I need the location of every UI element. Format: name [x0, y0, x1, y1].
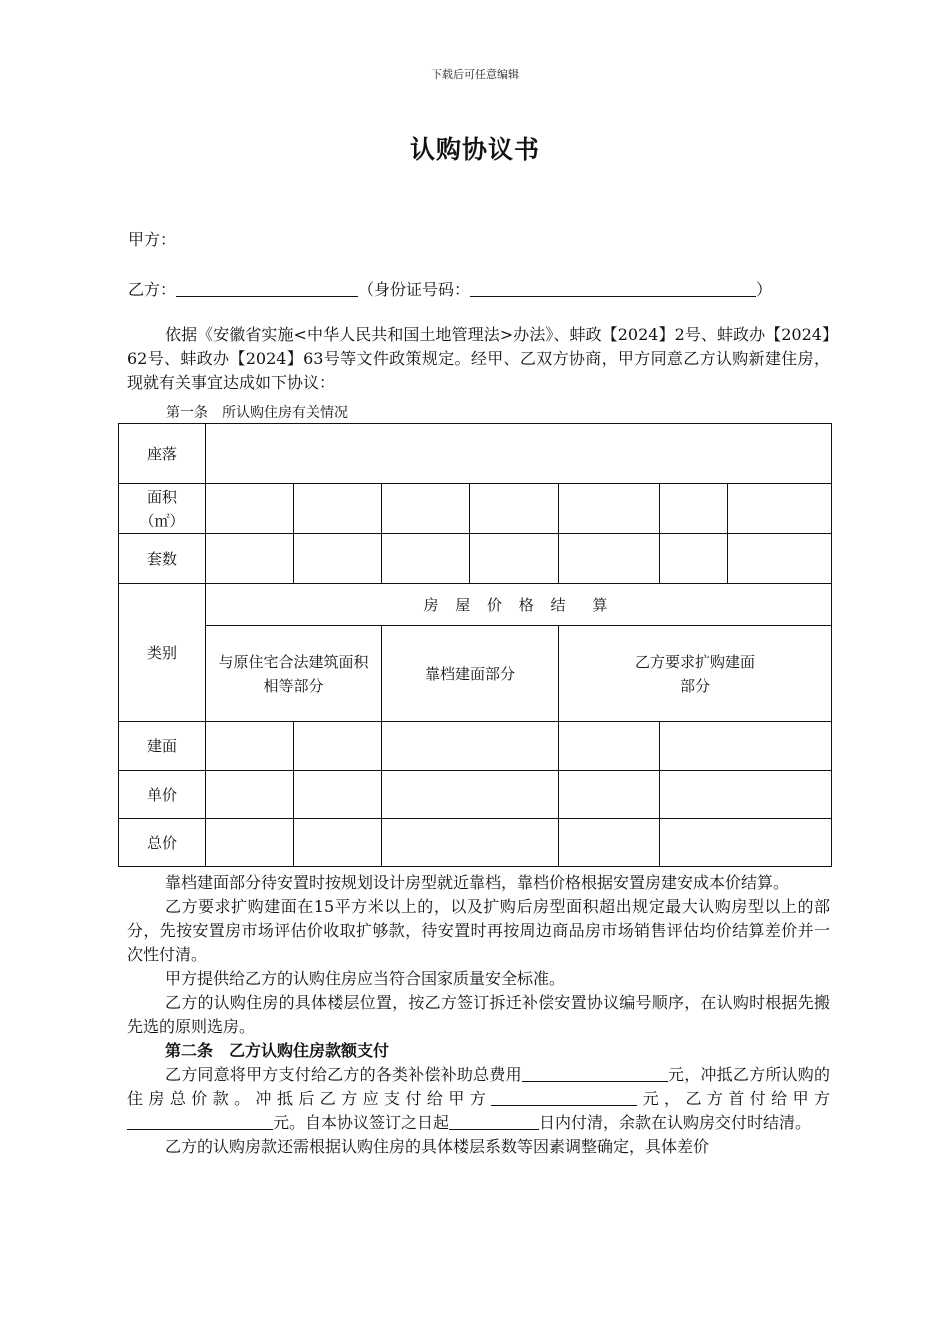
label-unit-price: 单价 [119, 771, 206, 819]
cell-units-4[interactable] [470, 534, 559, 584]
cell-tprice-2[interactable] [294, 819, 382, 867]
cell-uprice-4[interactable] [559, 771, 660, 819]
note-expanded-area: 乙方要求扩购建面在15平方米以上的，以及扩购后房型面积超出规定最大认购房型以上的部分，先按安置房市场评估价收取扩够款，待安置时再按周边商品房市场销售评估均价结算差价并一次性付清。 [127, 897, 830, 964]
cell-area-1[interactable] [206, 484, 294, 534]
label-category: 类别 [119, 584, 206, 722]
cell-area-3[interactable] [382, 484, 470, 534]
price-settlement-header: 房 屋 价 格 结 算 [206, 584, 832, 626]
cell-area-6[interactable] [660, 484, 728, 534]
col-equal-area [206, 626, 382, 722]
cell-uprice-3[interactable] [382, 771, 559, 819]
note-adjacent-area: 靠档建面部分待安置时按规划设计房型就近靠档，靠档价格根据安置房建安成本价结算。 [165, 873, 790, 892]
cell-tprice-3[interactable] [382, 819, 559, 867]
cell-barea-1[interactable] [206, 722, 294, 771]
down-payment-blank[interactable] [127, 1113, 273, 1130]
id-number-blank[interactable] [470, 280, 756, 297]
balance-due-blank[interactable] [491, 1089, 637, 1106]
label-area-line2: （㎡） [139, 511, 185, 530]
col-equal-area-line1: 与原住宅合法建筑面积 [218, 652, 369, 671]
col-expand-area-line1: 乙方要求扩购建面 [635, 652, 756, 671]
table-row-area [119, 484, 832, 534]
col-equal-area-line2: 相等部分 [263, 676, 324, 695]
cell-units-1[interactable] [206, 534, 294, 584]
cell-area-7[interactable] [728, 484, 832, 534]
intro-paragraph: 依据《安徽省实施<中华人民共和国土地管理法>办法》、蚌政【2024】2号、蚌政办【2024】62号、蚌政办【2024】63号等文件政策规定。经甲、乙双方协商，甲方同意乙方认购新建住房，现就有关事宜达成如下协议： [127, 325, 830, 392]
party-b-name-blank[interactable] [176, 280, 358, 297]
cell-location-value[interactable] [206, 424, 832, 484]
payment-days-blank[interactable] [449, 1113, 539, 1130]
col-adjacent-area: 靠档建面部分 [382, 626, 559, 722]
notes-section [127, 871, 830, 1159]
cell-barea-3[interactable] [382, 722, 559, 771]
table-row-price-header [119, 584, 832, 626]
col-expand-area-line2: 部分 [680, 676, 711, 695]
cell-units-2[interactable] [294, 534, 382, 584]
cell-area-2[interactable] [294, 484, 382, 534]
label-area-line1: 面积 [146, 487, 177, 506]
cell-units-7[interactable] [728, 534, 832, 584]
label-location: 座落 [119, 424, 206, 484]
article-2-payment-paragraph [127, 1063, 830, 1135]
cell-uprice-2[interactable] [294, 771, 382, 819]
table-row-unit-price [119, 771, 832, 819]
document-title: 认购协议书 [409, 135, 540, 164]
cell-barea-4[interactable] [559, 722, 660, 771]
cell-barea-5[interactable] [660, 722, 832, 771]
article-1-label: 第一条 所认购住房有关情况 [166, 405, 348, 421]
payment-text-3: 元，乙方首付给甲方 [637, 1089, 830, 1108]
cell-tprice-1[interactable] [206, 819, 294, 867]
cell-uprice-5[interactable] [660, 771, 832, 819]
cell-units-3[interactable] [382, 534, 470, 584]
article-2-title: 第二条 乙方认购住房款额支付 [165, 1041, 390, 1060]
cell-barea-2[interactable] [294, 722, 382, 771]
label-units: 套数 [119, 534, 206, 584]
payment-text-1: 乙方同意将甲方支付给乙方的各类补偿补助总费用 [165, 1065, 522, 1084]
cell-units-6[interactable] [660, 534, 728, 584]
housing-info-table [118, 423, 832, 867]
col-expand-area [559, 626, 832, 722]
cell-tprice-5[interactable] [660, 819, 832, 867]
note-floor-selection: 乙方的认购住房的具体楼层位置，按乙方签订拆迁补偿安置协议编号顺序，在认购时根据先搬先选的原则选房。 [127, 993, 830, 1036]
intro-section [127, 323, 830, 395]
cell-tprice-4[interactable] [559, 819, 660, 867]
label-building-area: 建面 [119, 722, 206, 771]
payment-text-5: 日内付清，余款在认购房交付时结清。 [539, 1113, 812, 1132]
id-number-close: ） [756, 280, 773, 299]
party-b-line [128, 277, 772, 300]
payment-text-2: 元，冲抵乙方所认购的住房总价款。冲抵后乙方应支付给甲方 [127, 1065, 830, 1108]
id-number-label: （身份证号码： [358, 280, 471, 299]
cell-area-5[interactable] [559, 484, 660, 534]
table-row-location [119, 424, 832, 484]
label-total-price: 总价 [119, 819, 206, 867]
note-quality-standard: 甲方提供给乙方的认购住房应当符合国家质量安全标准。 [165, 969, 566, 988]
total-compensation-blank[interactable] [522, 1065, 668, 1082]
article-2-adjustment-paragraph: 乙方的认购房款还需根据认购住房的具体楼层系数等因素调整确定，具体差价 [165, 1137, 710, 1156]
table-row-column-headers [119, 626, 832, 722]
cell-units-5[interactable] [559, 534, 660, 584]
table-row-total-price [119, 819, 832, 867]
label-area [119, 484, 206, 534]
table-row-units [119, 534, 832, 584]
party-b-label: 乙方： [128, 280, 177, 299]
table-row-building-area [119, 722, 832, 771]
payment-text-4: 元。自本协议签订之日起 [273, 1113, 450, 1132]
header-note: 下载后可任意编辑 [431, 68, 519, 81]
party-a-label: 甲方： [128, 230, 177, 249]
cell-area-4[interactable] [470, 484, 559, 534]
party-a-line [128, 227, 176, 250]
cell-uprice-1[interactable] [206, 771, 294, 819]
